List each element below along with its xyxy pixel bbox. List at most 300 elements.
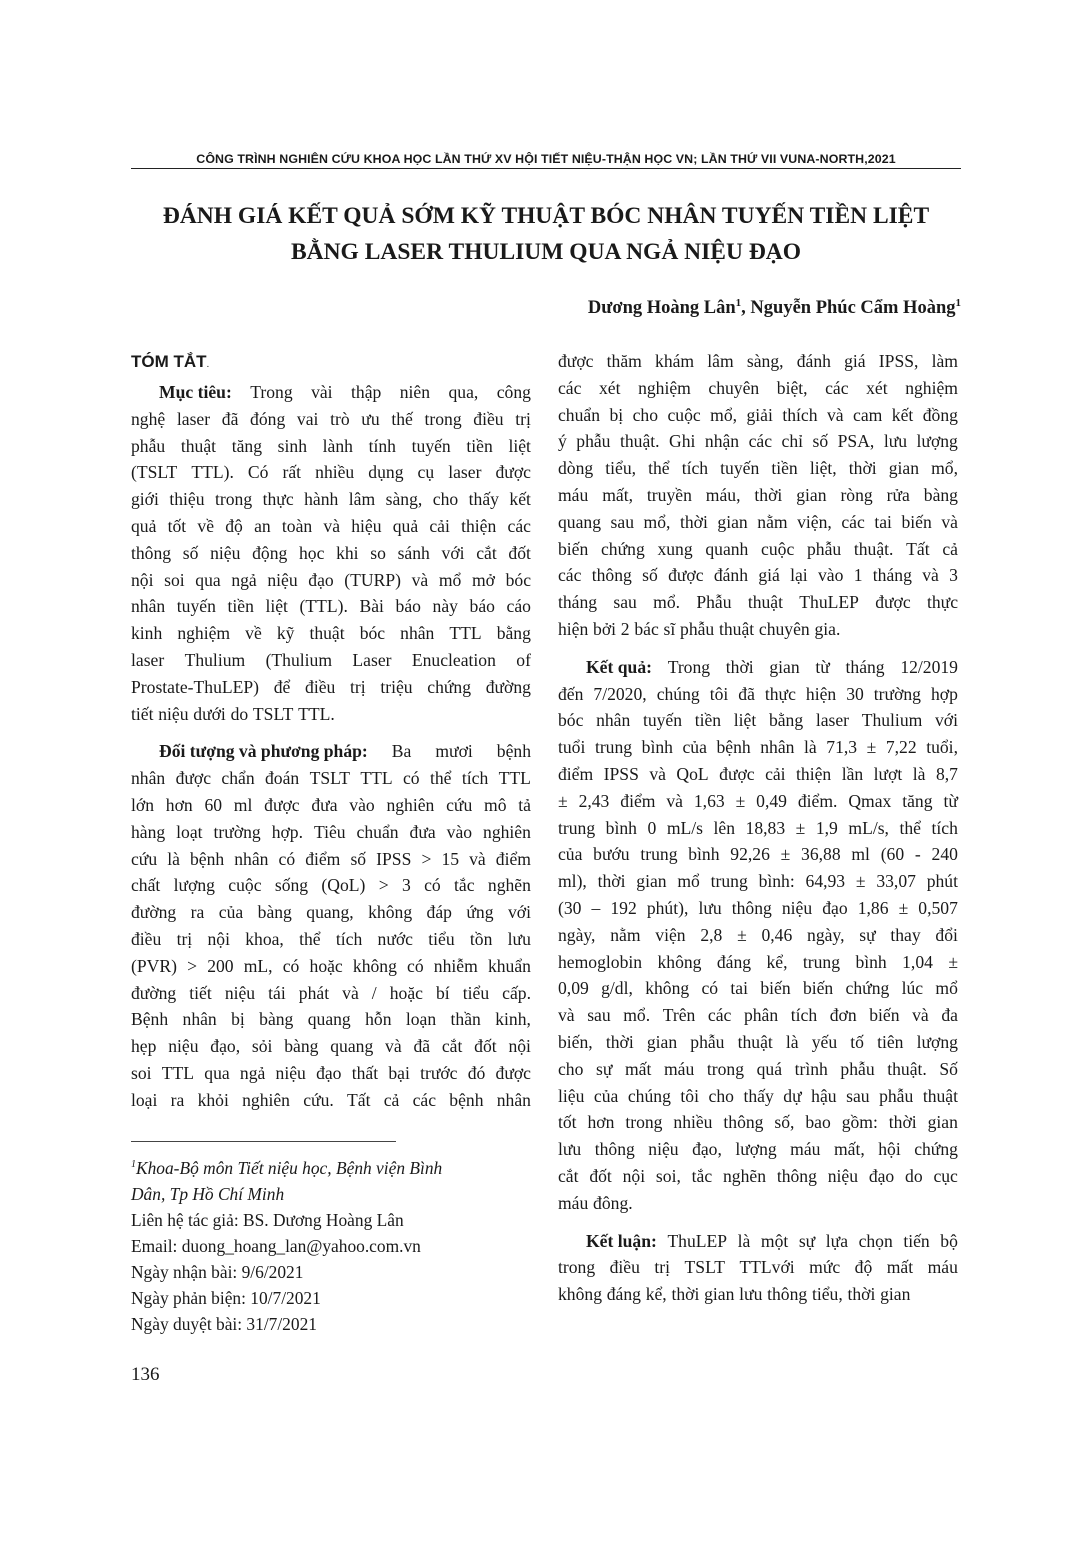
word: mổ, [643,511,671,532]
word: điều [609,1257,640,1278]
word: gian [769,656,800,677]
word: Bài [359,596,384,617]
word: đường [131,902,177,923]
word: các [825,377,849,398]
word: tháng [845,656,885,677]
word: 7/2020, [593,683,647,704]
word: (60 [880,844,905,865]
word: máu [927,1257,958,1278]
word: tiền [694,710,722,731]
text-line [558,375,958,402]
word: sàng, [385,489,423,510]
word: TSLT [252,703,294,724]
word: lượng [173,875,215,896]
word: và [826,404,844,425]
word: và [385,1036,402,1057]
article-title [131,198,961,270]
text-line [558,616,958,643]
word: và [912,1005,929,1026]
word: laser [131,649,165,670]
word: tăng [902,790,933,811]
word: liệt [733,710,757,731]
word: trung [710,871,748,892]
word: niệu [224,982,256,1003]
word: điểm [558,763,594,784]
word: tiết [131,703,154,724]
word: đưa [409,821,436,842]
word: tiểu [462,982,490,1003]
word: cho [632,404,659,425]
word: nhiều [315,462,355,483]
word: trường [213,821,261,842]
word: lượt [873,763,903,784]
word: bệnh [716,737,751,758]
word: chuẩn [356,821,399,842]
word: đưa [311,794,338,815]
word: phẫu [131,435,166,456]
affiliation-text: Khoa-Bộ môn Tiết niệu học, Bệnh viện Bình [136,1158,443,1178]
word: với [441,542,465,563]
word: dự [783,1085,802,1106]
word: về [245,623,262,644]
word: cáo [506,596,531,617]
word: bởi [593,618,617,639]
word: ưu [361,408,380,429]
word: mổ [677,871,700,892]
word: > [187,955,198,976]
word: điểm. [797,790,838,811]
word: phát [298,982,330,1003]
word: TTL [449,623,482,644]
text-line [558,761,958,788]
word: và [922,565,939,586]
word: phút [926,871,958,892]
word: nhân [234,848,269,869]
text-line [558,1083,958,1110]
text-line [131,647,531,674]
word: thực [764,683,796,704]
word: chọn [858,1230,893,1251]
word: – [591,897,601,918]
word: thất [351,1062,379,1083]
word: gian [927,1112,958,1133]
word: gồm: [841,1112,878,1133]
word: laser [815,710,850,731]
word: đốt [508,542,531,563]
word: trong [424,408,462,429]
word: lưu [739,1284,763,1305]
text-line [131,701,531,728]
word: kết [509,489,531,510]
text-line [131,379,531,406]
word: có [701,978,719,999]
word: > [421,848,432,869]
word: liệt, [809,458,837,479]
word: niệu [210,542,241,563]
word: 71,3 [826,737,858,758]
word: trong [706,1058,744,1079]
word: đồng [922,404,958,425]
word: bộ [940,1230,958,1251]
word: ra [190,902,205,923]
word: thông [591,565,632,586]
word: khỏi [197,1089,229,1110]
word: thay [890,924,921,945]
word: 0,46 [761,924,793,945]
word: tuyến [720,458,760,479]
word: bệnh [449,1089,484,1110]
footnote-rule [131,1141,396,1142]
word: giá [844,351,866,371]
word: lớn [131,794,154,815]
word: kể, [645,1284,667,1305]
word: thuật. [619,431,660,452]
word: lâm [348,489,376,510]
word: chúng [627,1085,671,1106]
text-line [131,540,531,567]
word: nhân [760,737,795,758]
word: đã [413,1036,431,1057]
word: với [507,902,531,923]
word: bóc [359,623,386,644]
word: đạo [868,1165,895,1186]
word: quang [307,1009,351,1030]
word: biến [901,511,932,532]
conclusion-paragraph [558,1228,958,1308]
word: chứng [845,978,890,999]
word: sỏi [251,1036,273,1057]
text-line [131,486,531,513]
word: kỹ [276,623,295,644]
word: và [558,1005,575,1026]
word: thuật. [887,1058,927,1079]
word: tồn [469,928,493,949]
word: 192 [610,897,637,918]
word: thời [605,1031,634,1052]
word: nghiên [483,821,531,842]
word: hành [304,489,339,510]
word: cải [429,515,450,536]
word: 8,7 [935,763,958,784]
word: bình: [758,871,795,892]
word: điểm [495,848,531,869]
word: thuật [737,1031,773,1052]
word: (TSLT [131,462,178,483]
word: soi [131,1062,152,1083]
word: ngày, [558,924,596,945]
word: mất [886,1257,914,1278]
word: 0,507 [918,897,958,918]
word: tắc [691,1165,713,1186]
text-line [558,348,958,375]
word: đáng [606,1284,641,1305]
word: rất [282,462,302,483]
word: các [412,1089,437,1110]
word: do [905,1165,923,1186]
word: Ba [391,741,412,762]
word: thời [848,458,877,479]
word: tăng [231,435,262,456]
text-line [558,975,958,1002]
word: phẫu [680,618,715,639]
word: công [496,382,531,402]
word: đổi [935,924,958,945]
footnotes [131,1155,531,1337]
word: toàn [281,515,313,536]
objective-label: Mục tiêu: [159,382,232,402]
word: nghệ [131,408,166,429]
word: (PVR) [131,955,177,976]
text-line [558,1190,958,1217]
affiliation-line-2: Dân, Tp Hồ Chí Minh [131,1184,285,1204]
word: tốt [558,1112,577,1133]
word: phẫu [879,1085,914,1106]
word: g/dl, [601,978,633,999]
affiliation-mark: 1 [131,1159,136,1170]
word: vào [446,821,473,842]
word: tả [518,794,531,815]
word: mất [624,1058,652,1079]
word: (30 [558,897,582,918]
word: không [558,1284,602,1305]
results-paragraph [558,654,958,1217]
word: Thulium [861,710,923,731]
left-column [131,348,531,1114]
word: sự [596,1058,613,1079]
word: chứng [601,538,645,559]
word: rửa [886,484,910,505]
word: nghẽn [487,875,531,896]
word: 18,83 [745,817,786,838]
text-line [131,593,531,620]
word: chẩn [221,768,255,789]
word: bàng [923,484,958,505]
word: đã [738,683,755,704]
word: tích [461,768,489,789]
word: nghiên [242,1089,290,1110]
word: độ [854,1257,873,1278]
page-number: 136 [131,1364,160,1385]
text-line [558,734,958,761]
word: điều [131,928,162,949]
word: 12/2019 [900,656,958,677]
word: sau [587,1005,611,1026]
word: trò [330,408,350,429]
word: / [371,982,377,1003]
word: phân [743,1005,779,1026]
word: Thulium [184,649,246,670]
word: đánh [796,351,831,371]
word: từ [815,656,830,677]
word: quang [558,511,601,532]
affiliation-line [131,1155,531,1181]
word: nhận [704,431,740,452]
word: thuật [922,1085,958,1106]
word: mổ [438,569,462,590]
word: sàng, [746,351,784,371]
word: được [558,351,594,371]
word: niệu [827,1165,858,1186]
word: lưu [883,431,908,452]
word: triệu [380,676,413,697]
word: Qmax [848,790,892,811]
word: đoán [265,768,300,789]
word: mổ. [653,592,681,613]
word: lưu [558,1139,582,1160]
word: về [197,515,215,536]
word: là [737,1230,751,1251]
word: mổ, [710,404,738,425]
text-line [558,536,958,563]
word: thời [671,1284,700,1305]
word: là [912,763,926,784]
word: quanh [705,538,749,559]
word: 2,8 [700,924,723,945]
word: 64,93 [805,871,846,892]
text-line [558,589,958,616]
word: 200 [207,955,234,976]
word: sự [859,924,876,945]
word: niệu [267,569,298,590]
text-line [558,895,958,922]
word: khi [336,542,359,563]
title-line-2: BẰNG LASER THULIUM QUA NGẢ NIỆU ĐẠO [290,239,802,265]
word: cục [933,1165,958,1186]
word: lưu [698,897,722,918]
word: thể [429,768,452,789]
word: sống [274,875,309,896]
word: thời [754,484,783,505]
word: 2,43 [578,790,610,811]
text-line [131,899,531,926]
word: bình [688,844,720,865]
word: và [649,763,666,784]
word: cắt [558,1165,579,1186]
word: thuật. [853,538,894,559]
word: điểm [620,790,656,811]
word: đốt [589,1165,612,1186]
word: TTLvới [739,1257,795,1278]
word: trước [420,1062,458,1083]
word: điều [305,676,336,697]
word: mở [471,569,495,590]
word: do [230,703,249,724]
word: bóc [558,710,584,731]
word: quả [392,515,419,536]
word: nhân [131,596,166,617]
word: thế [391,408,413,429]
word: cuộc [228,875,262,896]
word: viện [655,924,686,945]
word: chuẩn [558,404,601,425]
word: hơn [165,794,193,815]
word: đốt [474,1036,497,1057]
word: Bệnh [131,1009,169,1030]
word: nghiệm [638,377,691,398]
text-line [558,1029,958,1056]
word: máu [558,1192,589,1213]
word: có [424,875,441,896]
word: mL, [243,955,273,976]
word: biệt, [776,377,808,398]
word: không [657,951,702,972]
word: chứng [427,676,472,697]
text-line [131,819,531,846]
word: cho [432,489,459,510]
word: nhân [596,710,631,731]
word: tố [850,1031,864,1052]
word: gian [717,511,748,532]
word: ± [855,871,866,892]
word: quả [131,515,157,536]
word: ± [948,951,958,972]
word: IPSS, [878,351,919,371]
text-line [558,562,958,589]
word: nghiệm [177,623,231,644]
word: số [642,565,658,586]
word: ml [851,844,870,865]
word: của [558,844,583,865]
word: một [760,1230,789,1251]
word: đường [485,676,531,697]
word: đạo [308,569,334,590]
word: ± [735,790,746,811]
word: thời [597,871,626,892]
word: lúc [901,978,924,999]
word: thiệu [169,489,205,510]
word: nội [207,928,230,949]
word: mất, [833,1139,865,1160]
word: (TTL). [299,596,348,617]
word: ngả [231,569,257,590]
word: thăm [606,351,642,371]
word: lần [841,763,864,784]
word: niệu [648,1139,679,1160]
word: > [378,875,389,896]
word: độ [225,515,243,536]
word: hợp [930,683,958,704]
word: TSLT [684,1257,725,1278]
word: tốt [167,515,187,536]
word: tuyến [176,596,216,617]
word: tích [335,928,363,949]
paragraph-gap [558,643,958,654]
word: báo [469,596,495,617]
word: bướu [593,844,630,865]
title-line-1: ĐÁNH GIÁ KẾT QUẢ SỚM KỸ THUẬT BÓC NHÂN TUYẾN TIỀN LIỆT [162,203,930,229]
word: và [941,511,958,532]
word: biến [869,1005,900,1026]
word: tiểu [428,928,455,949]
word: bao [805,1112,831,1133]
word: giá [758,565,780,586]
word: - [914,844,921,865]
word: laser [448,462,482,483]
word: được [495,1062,531,1083]
word: bị [609,404,624,425]
text-line [131,1006,531,1033]
word: sĩ [663,618,676,639]
word: cuộc [761,538,795,559]
word: lượng [916,431,958,452]
word: tắc [454,875,475,896]
author-1: Dương Hoàng Lân [587,298,736,318]
word: đó [467,1062,486,1083]
paragraph-gap [558,1217,958,1228]
word: tuổi, [926,737,958,758]
word: hemoglobin [558,951,643,972]
text-line [558,428,958,455]
